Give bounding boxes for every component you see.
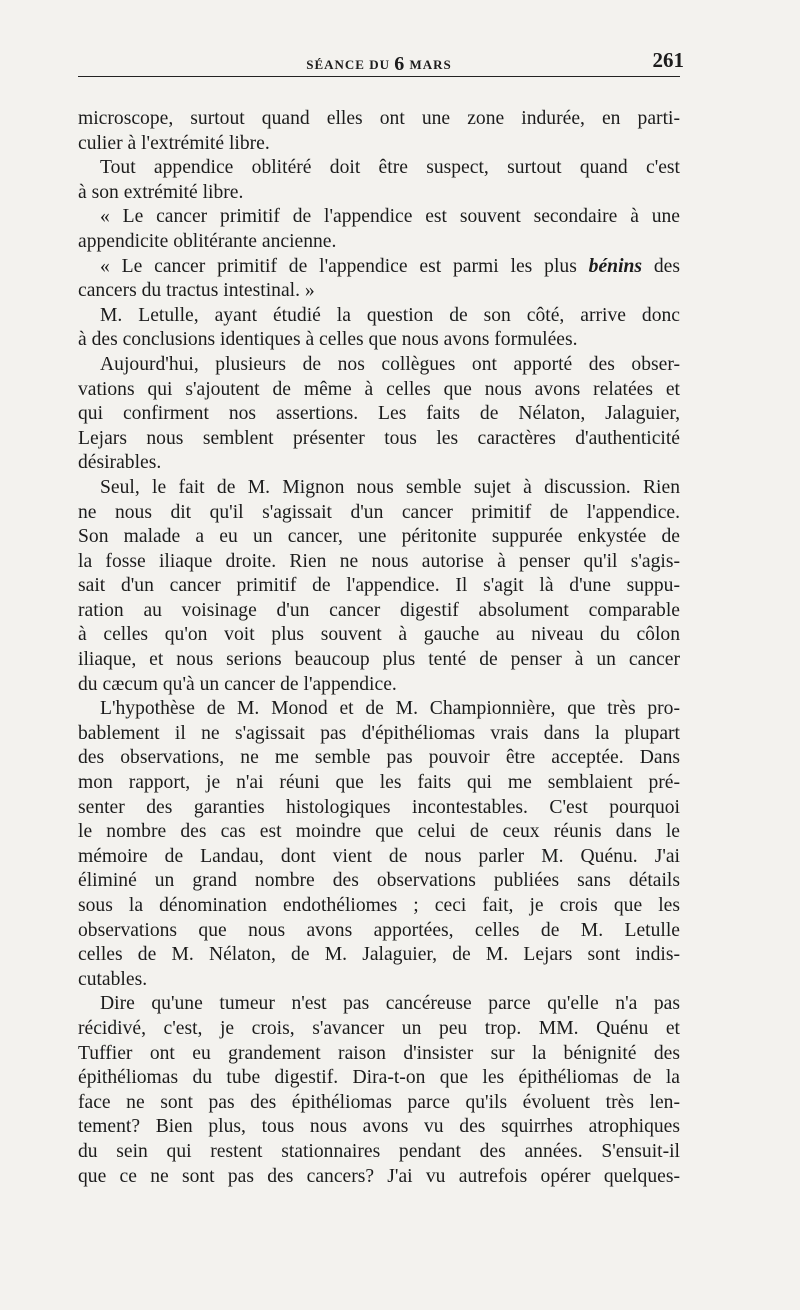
text-line: face ne sont pas des épithéliomas parce qu'ils évoluent très len-	[78, 1091, 680, 1113]
text-line: mon rapport, je n'ai réuni que les faits qui me semblaient pré-	[78, 772, 680, 794]
header-title-prefix: SÉANCE DU	[306, 57, 390, 72]
text-line: M. Letulle, ayant étudié la question de son côté, arrive donc	[100, 304, 680, 326]
text-line: L'hypothèse de M. Monod et de M. Championnière, que très pro-	[100, 698, 680, 720]
text-line: à des conclusions identiques à celles que nous avons formulées.	[78, 329, 578, 351]
text-line: Tout appendice oblitéré doit être suspect, surtout quand c'est	[100, 157, 680, 179]
text-line: du cæcum qu'à un cancer de l'appendice.	[78, 673, 397, 695]
text-line: sait d'un cancer primitif de l'appendice. Il s'agit là d'une suppu-	[78, 575, 680, 597]
text-line: Aujourd'hui, plusieurs de nos collègues ont apporté des obser-	[100, 353, 680, 375]
running-header	[78, 46, 684, 77]
text-line-part: des	[642, 255, 680, 277]
text-line: Dire qu'une tumeur n'est pas cancéreuse parce qu'elle n'a pas	[100, 993, 680, 1015]
text-line: mémoire de Landau, dont vient de nous parler M. Quénu. J'ai	[78, 845, 680, 867]
text-line	[78, 255, 680, 280]
text-line: Lejars nous semblent présenter tous les caractères d'authenticité	[78, 427, 680, 449]
text-line: cutables.	[78, 968, 148, 990]
text-line: tement? Bien plus, tous nous avons vu des squirrhes atrophiques	[78, 1116, 680, 1138]
text-line: du sein qui restent stationnaires pendant des années. S'ensuit-il	[78, 1140, 680, 1162]
text-line: microscope, surtout quand elles ont une zone indurée, en parti-	[78, 108, 680, 129]
text-line: que ce ne sont pas des cancers? J'ai vu autrefois opérer quelques-	[78, 1165, 680, 1187]
text-line: à celles qu'on voit plus souvent à gauche au niveau du côlon	[78, 624, 680, 646]
text-line: qui confirment nos assertions. Les faits de Nélaton, Jalaguier,	[78, 403, 680, 425]
text-line: ne nous dit qu'il s'agissait d'un cancer primitif de l'appendice.	[78, 501, 680, 523]
text-line: « Le cancer primitif de l'appendice est souvent secondaire à une	[100, 206, 680, 228]
header-title	[78, 52, 680, 75]
header-title-month: MARS	[409, 57, 452, 72]
text-line: vations qui s'ajoutent de même à celles que nous avons relatées et	[78, 378, 680, 400]
text-line: épithéliomas du tube digestif. Dira-t-on que les épithéliomas de la	[78, 1067, 680, 1089]
text-line: récidivé, c'est, je crois, s'avancer un peu trop. MM. Quénu et	[78, 1017, 680, 1039]
text-line: Tuffier ont eu grandement raison d'insister sur la bénignité des	[78, 1042, 680, 1064]
body-text	[78, 107, 680, 1189]
text-line: observations que nous avons apportées, celles de M. Letulle	[78, 919, 680, 941]
text-line: cancers du tractus intestinal. »	[78, 280, 315, 302]
header-title-day: 6	[394, 53, 406, 75]
text-line: iliaque, et nous serions beaucoup plus tenté de penser à un cancer	[78, 649, 680, 671]
text-line: à son extrémité libre.	[78, 181, 244, 203]
text-line: senter des garanties histologiques incontestables. C'est pourquoi	[78, 796, 680, 818]
text-line: le nombre des cas est moindre que celui de ceux réunis dans le	[78, 821, 680, 843]
text-line: culier à l'extrémité libre.	[78, 132, 270, 154]
page-number: 261	[652, 48, 684, 72]
text-line: sous la dénomination endothéliomes ; ceci fait, je crois que les	[78, 895, 680, 916]
text-line-part: « Le cancer primitif de l'appendice est parmi les plus	[100, 255, 589, 277]
text-line: Seul, le fait de M. Mignon nous semble sujet à discussion. Rien	[100, 476, 680, 498]
text-line: bablement il ne s'agissait pas d'épithéliomas vrais dans la plupart	[78, 722, 680, 744]
text-line: appendicite oblitérante ancienne.	[78, 230, 337, 252]
text-line: Son malade a eu un cancer, une péritonite suppurée enkystée de	[78, 526, 680, 548]
text-line: ration au voisinage d'un cancer digestif absolument comparable	[78, 599, 680, 621]
text-line: désirables.	[78, 452, 162, 474]
text-line: la fosse iliaque droite. Rien ne nous autorise à penser qu'il s'agis-	[78, 550, 680, 572]
emphasized-word: bénins	[588, 255, 643, 277]
text-line: celles de M. Nélaton, de M. Jalaguier, de M. Lejars sont indis-	[78, 944, 680, 966]
text-line: des observations, ne me semble pas pouvoir être acceptée. Dans	[78, 747, 680, 769]
text-line: éliminé un grand nombre des observations publiées sans détails	[78, 870, 680, 892]
